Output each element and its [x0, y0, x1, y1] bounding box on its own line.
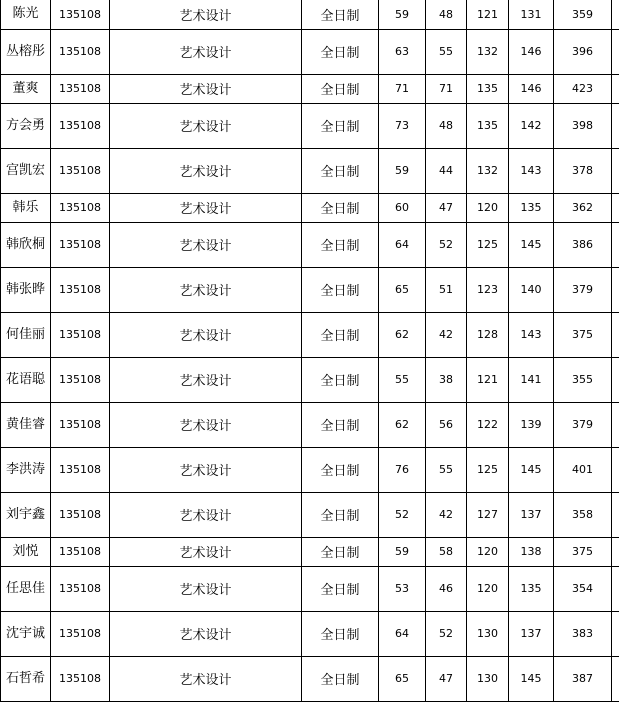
student-name-cell: 沈宇诚 [1, 611, 51, 656]
major-name-cell: 艺术设计 [110, 656, 302, 701]
score-4-cell: 135 [509, 193, 554, 222]
major-code-cell: 135108 [51, 537, 110, 566]
total-score-cell: 378 [554, 148, 612, 193]
score-3-cell: 132 [467, 29, 509, 74]
table-row [1, 566, 619, 611]
major-name-cell: 艺术设计 [110, 148, 302, 193]
empty-edge-cell [612, 312, 619, 357]
score-4-cell: 146 [509, 29, 554, 74]
score-3-cell: 121 [467, 357, 509, 402]
empty-edge-cell [612, 193, 619, 222]
student-name-cell: 李洪涛 [1, 447, 51, 492]
score-4-cell: 135 [509, 566, 554, 611]
major-code-cell: 135108 [51, 447, 110, 492]
score-1-cell: 65 [379, 267, 426, 312]
score-2-cell: 48 [426, 0, 467, 29]
student-name-cell: 任思佳 [1, 566, 51, 611]
major-name-cell: 艺术设计 [110, 447, 302, 492]
major-name-cell: 艺术设计 [110, 193, 302, 222]
score-2-cell: 42 [426, 312, 467, 357]
score-4-cell: 137 [509, 492, 554, 537]
study-mode-cell: 全日制 [302, 103, 379, 148]
score-1-cell: 59 [379, 0, 426, 29]
table-row [1, 0, 619, 29]
empty-edge-cell [612, 537, 619, 566]
student-name-cell: 刘宇鑫 [1, 492, 51, 537]
score-1-cell: 76 [379, 447, 426, 492]
table-row [1, 656, 619, 701]
empty-edge-cell [612, 0, 619, 29]
score-1-cell: 52 [379, 492, 426, 537]
score-3-cell: 120 [467, 537, 509, 566]
score-2-cell: 44 [426, 148, 467, 193]
score-1-cell: 63 [379, 29, 426, 74]
student-name-cell: 花语聪 [1, 357, 51, 402]
student-name-cell: 何佳丽 [1, 312, 51, 357]
table-row [1, 402, 619, 447]
study-mode-cell: 全日制 [302, 222, 379, 267]
score-3-cell: 130 [467, 656, 509, 701]
score-1-cell: 71 [379, 74, 426, 103]
score-4-cell: 143 [509, 312, 554, 357]
student-name-cell: 陈光 [1, 0, 51, 29]
major-code-cell: 135108 [51, 0, 110, 29]
total-score-cell: 401 [554, 447, 612, 492]
score-3-cell: 120 [467, 193, 509, 222]
score-2-cell: 48 [426, 103, 467, 148]
table-row [1, 537, 619, 566]
score-3-cell: 132 [467, 148, 509, 193]
table-row [1, 74, 619, 103]
score-2-cell: 55 [426, 447, 467, 492]
study-mode-cell: 全日制 [302, 537, 379, 566]
score-2-cell: 47 [426, 193, 467, 222]
major-code-cell: 135108 [51, 193, 110, 222]
major-code-cell: 135108 [51, 29, 110, 74]
major-name-cell: 艺术设计 [110, 492, 302, 537]
major-code-cell: 135108 [51, 357, 110, 402]
major-name-cell: 艺术设计 [110, 74, 302, 103]
study-mode-cell: 全日制 [302, 148, 379, 193]
score-3-cell: 120 [467, 566, 509, 611]
score-4-cell: 131 [509, 0, 554, 29]
student-name-cell: 宫凯宏 [1, 148, 51, 193]
student-name-cell: 董爽 [1, 74, 51, 103]
major-code-cell: 135108 [51, 611, 110, 656]
score-3-cell: 135 [467, 74, 509, 103]
study-mode-cell: 全日制 [302, 492, 379, 537]
score-2-cell: 55 [426, 29, 467, 74]
score-1-cell: 60 [379, 193, 426, 222]
major-code-cell: 135108 [51, 148, 110, 193]
major-code-cell: 135108 [51, 103, 110, 148]
major-name-cell: 艺术设计 [110, 566, 302, 611]
empty-edge-cell [612, 402, 619, 447]
table-row [1, 312, 619, 357]
score-4-cell: 145 [509, 447, 554, 492]
total-score-cell: 375 [554, 312, 612, 357]
study-mode-cell: 全日制 [302, 29, 379, 74]
total-score-cell: 379 [554, 267, 612, 312]
table-row [1, 447, 619, 492]
total-score-cell: 398 [554, 103, 612, 148]
score-3-cell: 125 [467, 447, 509, 492]
major-code-cell: 135108 [51, 656, 110, 701]
total-score-cell: 386 [554, 222, 612, 267]
score-2-cell: 71 [426, 74, 467, 103]
score-2-cell: 56 [426, 402, 467, 447]
table-row [1, 267, 619, 312]
score-4-cell: 139 [509, 402, 554, 447]
score-4-cell: 145 [509, 656, 554, 701]
study-mode-cell: 全日制 [302, 402, 379, 447]
table-row [1, 492, 619, 537]
score-1-cell: 65 [379, 656, 426, 701]
empty-edge-cell [612, 29, 619, 74]
score-2-cell: 47 [426, 656, 467, 701]
empty-edge-cell [612, 267, 619, 312]
total-score-cell: 375 [554, 537, 612, 566]
score-4-cell: 140 [509, 267, 554, 312]
major-code-cell: 135108 [51, 312, 110, 357]
score-3-cell: 135 [467, 103, 509, 148]
table-row [1, 103, 619, 148]
score-2-cell: 52 [426, 611, 467, 656]
score-4-cell: 137 [509, 611, 554, 656]
table-row [1, 193, 619, 222]
student-name-cell: 方会勇 [1, 103, 51, 148]
empty-edge-cell [612, 656, 619, 701]
study-mode-cell: 全日制 [302, 566, 379, 611]
study-mode-cell: 全日制 [302, 312, 379, 357]
total-score-cell: 358 [554, 492, 612, 537]
major-name-cell: 艺术设计 [110, 29, 302, 74]
student-name-cell: 韩乐 [1, 193, 51, 222]
study-mode-cell: 全日制 [302, 611, 379, 656]
table-row [1, 611, 619, 656]
major-name-cell: 艺术设计 [110, 267, 302, 312]
empty-edge-cell [612, 148, 619, 193]
major-code-cell: 135108 [51, 402, 110, 447]
score-2-cell: 46 [426, 566, 467, 611]
total-score-cell: 379 [554, 402, 612, 447]
score-1-cell: 62 [379, 402, 426, 447]
score-3-cell: 125 [467, 222, 509, 267]
major-code-cell: 135108 [51, 74, 110, 103]
study-mode-cell: 全日制 [302, 0, 379, 29]
score-table-body [1, 0, 619, 701]
major-code-cell: 135108 [51, 222, 110, 267]
empty-edge-cell [612, 222, 619, 267]
major-name-cell: 艺术设计 [110, 312, 302, 357]
score-2-cell: 38 [426, 357, 467, 402]
major-name-cell: 艺术设计 [110, 611, 302, 656]
score-1-cell: 55 [379, 357, 426, 402]
total-score-cell: 383 [554, 611, 612, 656]
major-name-cell: 艺术设计 [110, 222, 302, 267]
study-mode-cell: 全日制 [302, 656, 379, 701]
study-mode-cell: 全日制 [302, 74, 379, 103]
total-score-cell: 354 [554, 566, 612, 611]
score-1-cell: 64 [379, 222, 426, 267]
empty-edge-cell [612, 357, 619, 402]
score-3-cell: 123 [467, 267, 509, 312]
table-row [1, 148, 619, 193]
total-score-cell: 359 [554, 0, 612, 29]
score-2-cell: 51 [426, 267, 467, 312]
score-1-cell: 59 [379, 537, 426, 566]
major-code-cell: 135108 [51, 492, 110, 537]
study-mode-cell: 全日制 [302, 193, 379, 222]
total-score-cell: 362 [554, 193, 612, 222]
major-code-cell: 135108 [51, 566, 110, 611]
student-name-cell: 石哲希 [1, 656, 51, 701]
major-name-cell: 艺术设计 [110, 0, 302, 29]
score-2-cell: 52 [426, 222, 467, 267]
study-mode-cell: 全日制 [302, 357, 379, 402]
score-4-cell: 143 [509, 148, 554, 193]
score-2-cell: 42 [426, 492, 467, 537]
score-3-cell: 121 [467, 0, 509, 29]
table-row [1, 357, 619, 402]
major-name-cell: 艺术设计 [110, 402, 302, 447]
study-mode-cell: 全日制 [302, 267, 379, 312]
student-name-cell: 韩张晔 [1, 267, 51, 312]
student-name-cell: 刘悦 [1, 537, 51, 566]
student-name-cell: 黄佳睿 [1, 402, 51, 447]
empty-edge-cell [612, 611, 619, 656]
table-row [1, 222, 619, 267]
score-1-cell: 53 [379, 566, 426, 611]
score-3-cell: 122 [467, 402, 509, 447]
total-score-cell: 396 [554, 29, 612, 74]
score-1-cell: 73 [379, 103, 426, 148]
major-name-cell: 艺术设计 [110, 103, 302, 148]
empty-edge-cell [612, 74, 619, 103]
score-4-cell: 138 [509, 537, 554, 566]
study-mode-cell: 全日制 [302, 447, 379, 492]
empty-edge-cell [612, 492, 619, 537]
total-score-cell: 387 [554, 656, 612, 701]
empty-edge-cell [612, 566, 619, 611]
score-4-cell: 145 [509, 222, 554, 267]
score-1-cell: 59 [379, 148, 426, 193]
major-name-cell: 艺术设计 [110, 357, 302, 402]
table-row [1, 29, 619, 74]
total-score-cell: 423 [554, 74, 612, 103]
score-4-cell: 146 [509, 74, 554, 103]
score-2-cell: 58 [426, 537, 467, 566]
major-name-cell: 艺术设计 [110, 537, 302, 566]
score-3-cell: 128 [467, 312, 509, 357]
score-1-cell: 62 [379, 312, 426, 357]
total-score-cell: 355 [554, 357, 612, 402]
student-name-cell: 丛榕彤 [1, 29, 51, 74]
score-4-cell: 141 [509, 357, 554, 402]
score-3-cell: 127 [467, 492, 509, 537]
score-3-cell: 130 [467, 611, 509, 656]
student-name-cell: 韩欣桐 [1, 222, 51, 267]
score-1-cell: 64 [379, 611, 426, 656]
empty-edge-cell [612, 103, 619, 148]
empty-edge-cell [612, 447, 619, 492]
score-4-cell: 142 [509, 103, 554, 148]
major-code-cell: 135108 [51, 267, 110, 312]
